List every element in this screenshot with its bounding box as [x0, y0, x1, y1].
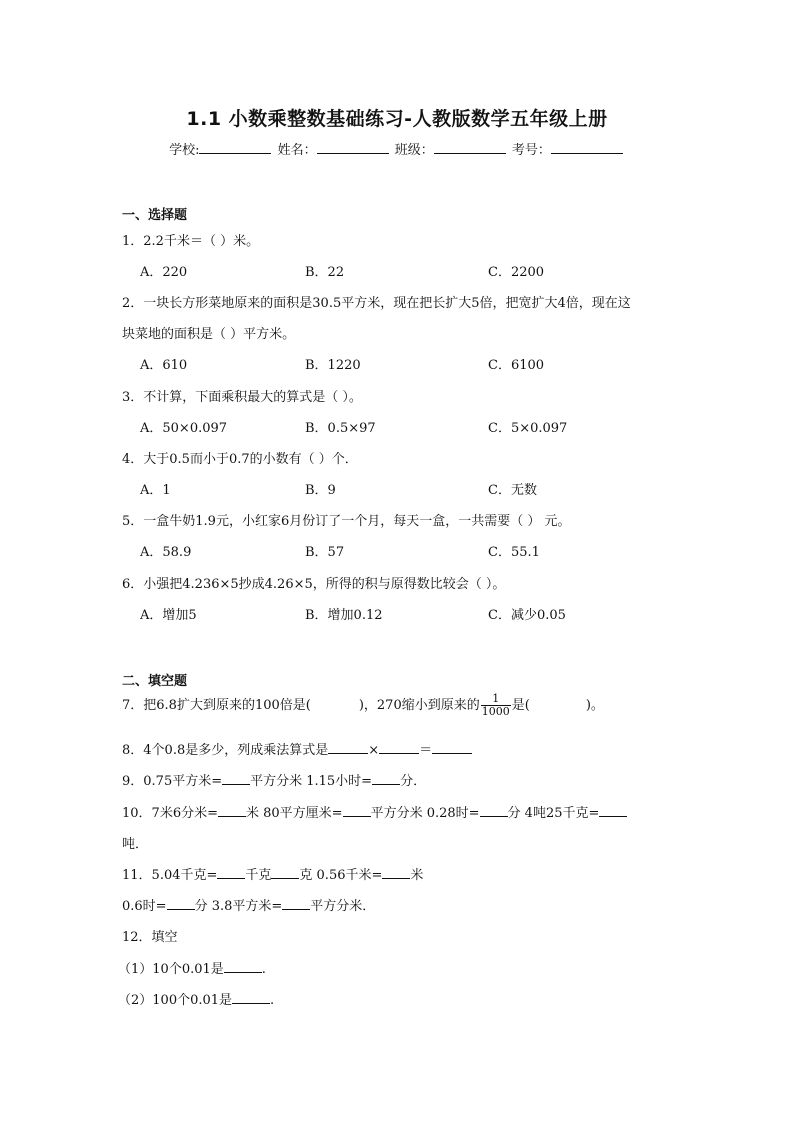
q11-blank-1[interactable]: [217, 866, 245, 879]
question-9: [122, 770, 426, 789]
q11-blank-3[interactable]: [382, 866, 410, 879]
q10-blank-3[interactable]: [480, 804, 508, 817]
q12-sub2-text: （2）100个0.01是: [118, 993, 233, 1008]
q2-option-a[interactable]: A．610: [140, 358, 188, 373]
q11-blank-4[interactable]: [167, 897, 195, 910]
q1-option-b[interactable]: B．22: [305, 265, 345, 280]
exam-no-blank[interactable]: [551, 141, 623, 154]
question-11: [122, 864, 423, 883]
q9-text-1: 9．0.75平方米=: [122, 774, 223, 789]
q12-sub2-end: .: [270, 993, 275, 1008]
question-6: 6．小强把4.236×5抄成4.26×5，所得的积与原得数比较会（ ）。: [122, 577, 506, 592]
q11-text-1: 11．5.04千克=: [122, 868, 218, 883]
q3-option-b[interactable]: B．0.5×97: [305, 421, 376, 436]
q7-fraction-numerator: 1: [481, 693, 511, 706]
q12-sub1-blank[interactable]: [224, 960, 262, 973]
q10-text-2: 米 80平方厘米=: [245, 806, 343, 821]
q10-text-1: 10．7米6分米=: [122, 806, 218, 821]
question-7: [122, 693, 604, 718]
q9-text-2: 平方分米 1.15小时=: [250, 774, 373, 789]
q4-option-b[interactable]: B．9: [305, 483, 336, 498]
section-fill-heading: 二、填空题: [122, 674, 188, 689]
q5-option-a[interactable]: A．58.9: [140, 545, 192, 560]
q9-blank-1[interactable]: [222, 772, 250, 785]
question-12: 12．填空: [122, 930, 178, 945]
question-2-line1: 2．一块长方形菜地原来的面积是30.5平方米，现在把长扩大5倍，把宽扩大4倍，现在这: [122, 296, 631, 311]
q11-line2-text-2: 分 3.8平方米=: [194, 899, 283, 914]
q11-line2-text-1: 0.6时=: [122, 899, 167, 914]
q12-sub1-text: （1）10个0.01是: [118, 962, 224, 977]
q8-blank-1[interactable]: [328, 741, 368, 754]
question-2-line2: 块菜地的面积是（ ）平方米。: [122, 327, 296, 342]
q11-blank-5[interactable]: [282, 897, 310, 910]
q6-option-a[interactable]: A．增加5: [140, 608, 197, 623]
q5-option-b[interactable]: B．57: [305, 545, 345, 560]
q5-option-c[interactable]: C．55.1: [488, 545, 540, 560]
q8-text: 8．4个0.8是多少，列成乘法算式是: [122, 743, 329, 758]
q10-blank-4[interactable]: [599, 804, 627, 817]
q7-fraction: [481, 693, 511, 718]
q12-sub1-end: .: [261, 962, 266, 977]
q12-sub2-blank[interactable]: [232, 991, 270, 1004]
class-blank[interactable]: [434, 141, 506, 154]
q7-text-2: )，270缩小到原来的: [358, 698, 480, 713]
question-8: [122, 739, 472, 758]
q10-blank-2[interactable]: [343, 804, 371, 817]
q10-text-3: 平方分米 0.28时=: [370, 806, 480, 821]
q9-blank-2[interactable]: [372, 772, 400, 785]
question-10-line2: 吨．: [122, 837, 149, 852]
q8-blank-3[interactable]: [432, 741, 472, 754]
question-1: 1．2.2千米＝（ ）米。: [122, 234, 260, 249]
q10-blank-1[interactable]: [218, 804, 246, 817]
q4-option-c[interactable]: C．无数: [488, 483, 537, 498]
q2-option-c[interactable]: C．6100: [488, 358, 545, 373]
q11-line2-text-3: 平方分米．: [310, 899, 376, 914]
school-label: 学校:: [169, 143, 200, 158]
page-title: 1.1 小数乘整数基础练习-人教版数学五年级上册: [186, 108, 608, 130]
q11-text-2: 千克: [245, 868, 272, 883]
q2-option-b[interactable]: B．1220: [305, 358, 361, 373]
question-3: 3．不计算，下面乘积最大的算式是（ ）。: [122, 390, 362, 405]
q9-text-3: 分．: [400, 774, 427, 789]
q10-text-4: 分 4吨25千克=: [507, 806, 600, 821]
q6-option-b[interactable]: B．增加0.12: [305, 608, 383, 623]
q4-option-a[interactable]: A．1: [140, 483, 171, 498]
question-11-line2: [122, 895, 375, 914]
q7-text-4: )。: [585, 698, 604, 713]
question-5: 5．一盒牛奶1.9元，小红家6月份订了一个月，每天一盒，一共需要（ ） 元。: [122, 514, 571, 529]
student-info-line: [0, 139, 794, 158]
question-10: [122, 802, 627, 821]
q11-text-4: 米: [410, 868, 424, 883]
q3-option-c[interactable]: C．5×0.097: [488, 421, 568, 436]
q6-option-c[interactable]: C．减少0.05: [488, 608, 566, 623]
question-12-sub2: [118, 989, 274, 1008]
question-12-sub1: [118, 958, 266, 977]
q11-blank-2[interactable]: [271, 866, 299, 879]
q7-text-1: 7．把6.8扩大到原来的100倍是(: [122, 698, 311, 713]
q1-option-c[interactable]: C．2200: [488, 265, 545, 280]
q8-equals-sign: ＝: [419, 743, 433, 758]
q1-option-a[interactable]: A．220: [140, 265, 188, 280]
school-blank[interactable]: [199, 141, 271, 154]
q3-option-a[interactable]: A．50×0.097: [140, 421, 228, 436]
class-label: 班级：: [394, 143, 434, 158]
name-label: 姓名：: [277, 143, 317, 158]
q8-times-sign: ×: [368, 743, 380, 758]
question-4: 4．大于0.5而小于0.7的小数有（ ）个．: [122, 452, 358, 467]
q8-blank-2[interactable]: [379, 741, 419, 754]
exam-no-label: 考号：: [511, 143, 551, 158]
q11-text-3: 克 0.56千米=: [299, 868, 383, 883]
q7-text-3: 是(: [511, 698, 530, 713]
section-choice-heading: 一、选择题: [122, 208, 188, 223]
q7-fraction-denominator: 1000: [481, 705, 510, 718]
name-blank[interactable]: [317, 141, 389, 154]
